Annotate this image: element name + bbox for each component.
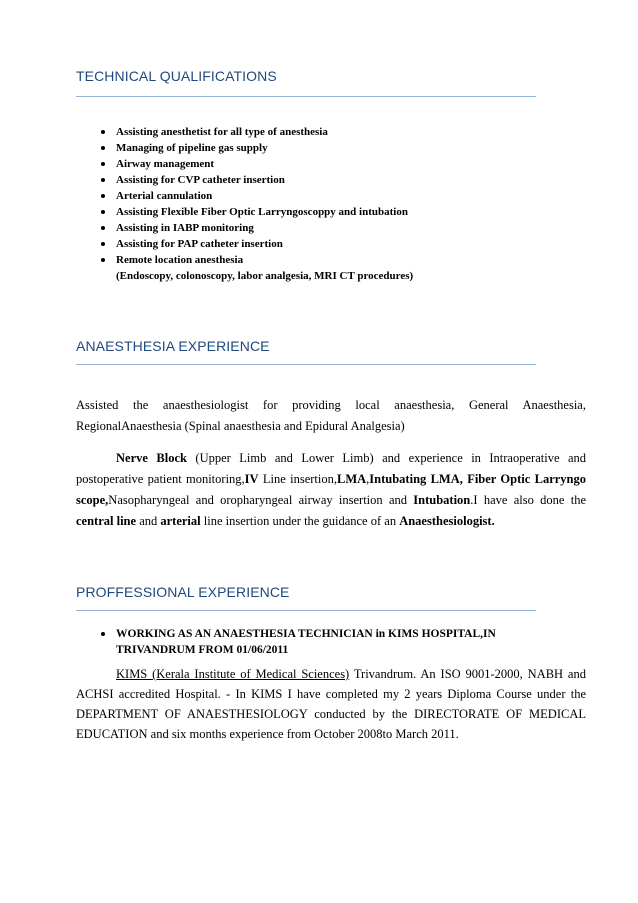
technical-heading-rule — [76, 96, 536, 97]
bullet-icon — [101, 632, 105, 636]
professional-experience-list — [98, 626, 496, 658]
bullet-icon — [101, 242, 105, 246]
bullet-icon — [101, 210, 105, 214]
bullet-icon — [101, 146, 105, 150]
professional-heading-rule — [76, 610, 536, 611]
anaesthesia-paragraph-1: Assisted the anaesthesiologist for providing local anaesthesia, General Anaesthesia, RegionalAnaesthesia (Spinal anaesthesia and Epidural Analgesia) — [76, 398, 586, 433]
list-item: Managing of pipeline gas supply — [98, 140, 413, 156]
technical-qualifications-heading: TECHNICAL QUALIFICATIONS — [76, 68, 277, 84]
list-item: Remote location anesthesia (Endoscopy, colonoscopy, labor analgesia, MRI CT procedures) — [98, 252, 413, 284]
bullet-icon — [101, 226, 105, 230]
bullet-icon — [101, 178, 105, 182]
anaesthesia-experience-heading: ANAESTHESIA EXPERIENCE — [76, 338, 270, 354]
list-item-subtext: (Endoscopy, colonoscopy, labor analgesia, MRI CT procedures) — [116, 270, 414, 282]
technical-qualifications-list — [98, 124, 413, 284]
professional-experience-heading: PROFFESSIONAL EXPERIENCE — [76, 584, 290, 600]
bullet-icon — [101, 258, 105, 262]
list-item: Assisting for PAP catheter insertion — [98, 236, 413, 252]
bullet-icon — [101, 162, 105, 166]
list-item: WORKING AS AN ANAESTHESIA TECHNICIAN in KIMS HOSPITAL,IN TRIVANDRUM FROM 01/06/2011 — [98, 626, 496, 658]
kims-text: KIMS (Kerala Institute of Medical Sciences) — [116, 667, 350, 681]
list-item: Assisting Flexible Fiber Optic Larryngoscoppy and intubation — [98, 204, 413, 220]
list-item: Assisting for CVP catheter insertion — [98, 172, 413, 188]
list-item: Airway management — [98, 156, 413, 172]
list-item: Assisting anesthetist for all type of anesthesia — [98, 124, 413, 140]
list-item: Arterial cannulation — [98, 188, 413, 204]
bullet-icon — [101, 194, 105, 198]
bullet-icon — [101, 130, 105, 134]
nerve-block-text: Nerve Block — [116, 451, 187, 465]
list-item: Assisting in IABP monitoring — [98, 220, 413, 236]
professional-paragraph: KIMS (Kerala Institute of Medical Sciences) Trivandrum. An ISO 9001-2000, NABH and ACHSI accredited Hospital. - In KIMS I have completed my 2 years Diploma Course under the DEPARTMENT OF ANAESTHESIOLOGY conducted by the DIRECTORATE OF MEDICAL EDUCATION and six months experience from October 2008to March 2011. — [76, 667, 586, 741]
anaesthesia-heading-rule — [76, 364, 536, 365]
anaesthesia-paragraph-2: Nerve Block (Upper Limb and Lower Limb) and experience in Intraoperative and postoperative patient monitoring,IV Line insertion,LMA,Intubating LMA, Fiber Optic Larryngo scope,Nasopharyngeal and oropharyngeal airway insertion and Intubation.I have also done the central line and arterial line insertion under the guidance of an Anaesthesiologist. — [76, 451, 586, 528]
